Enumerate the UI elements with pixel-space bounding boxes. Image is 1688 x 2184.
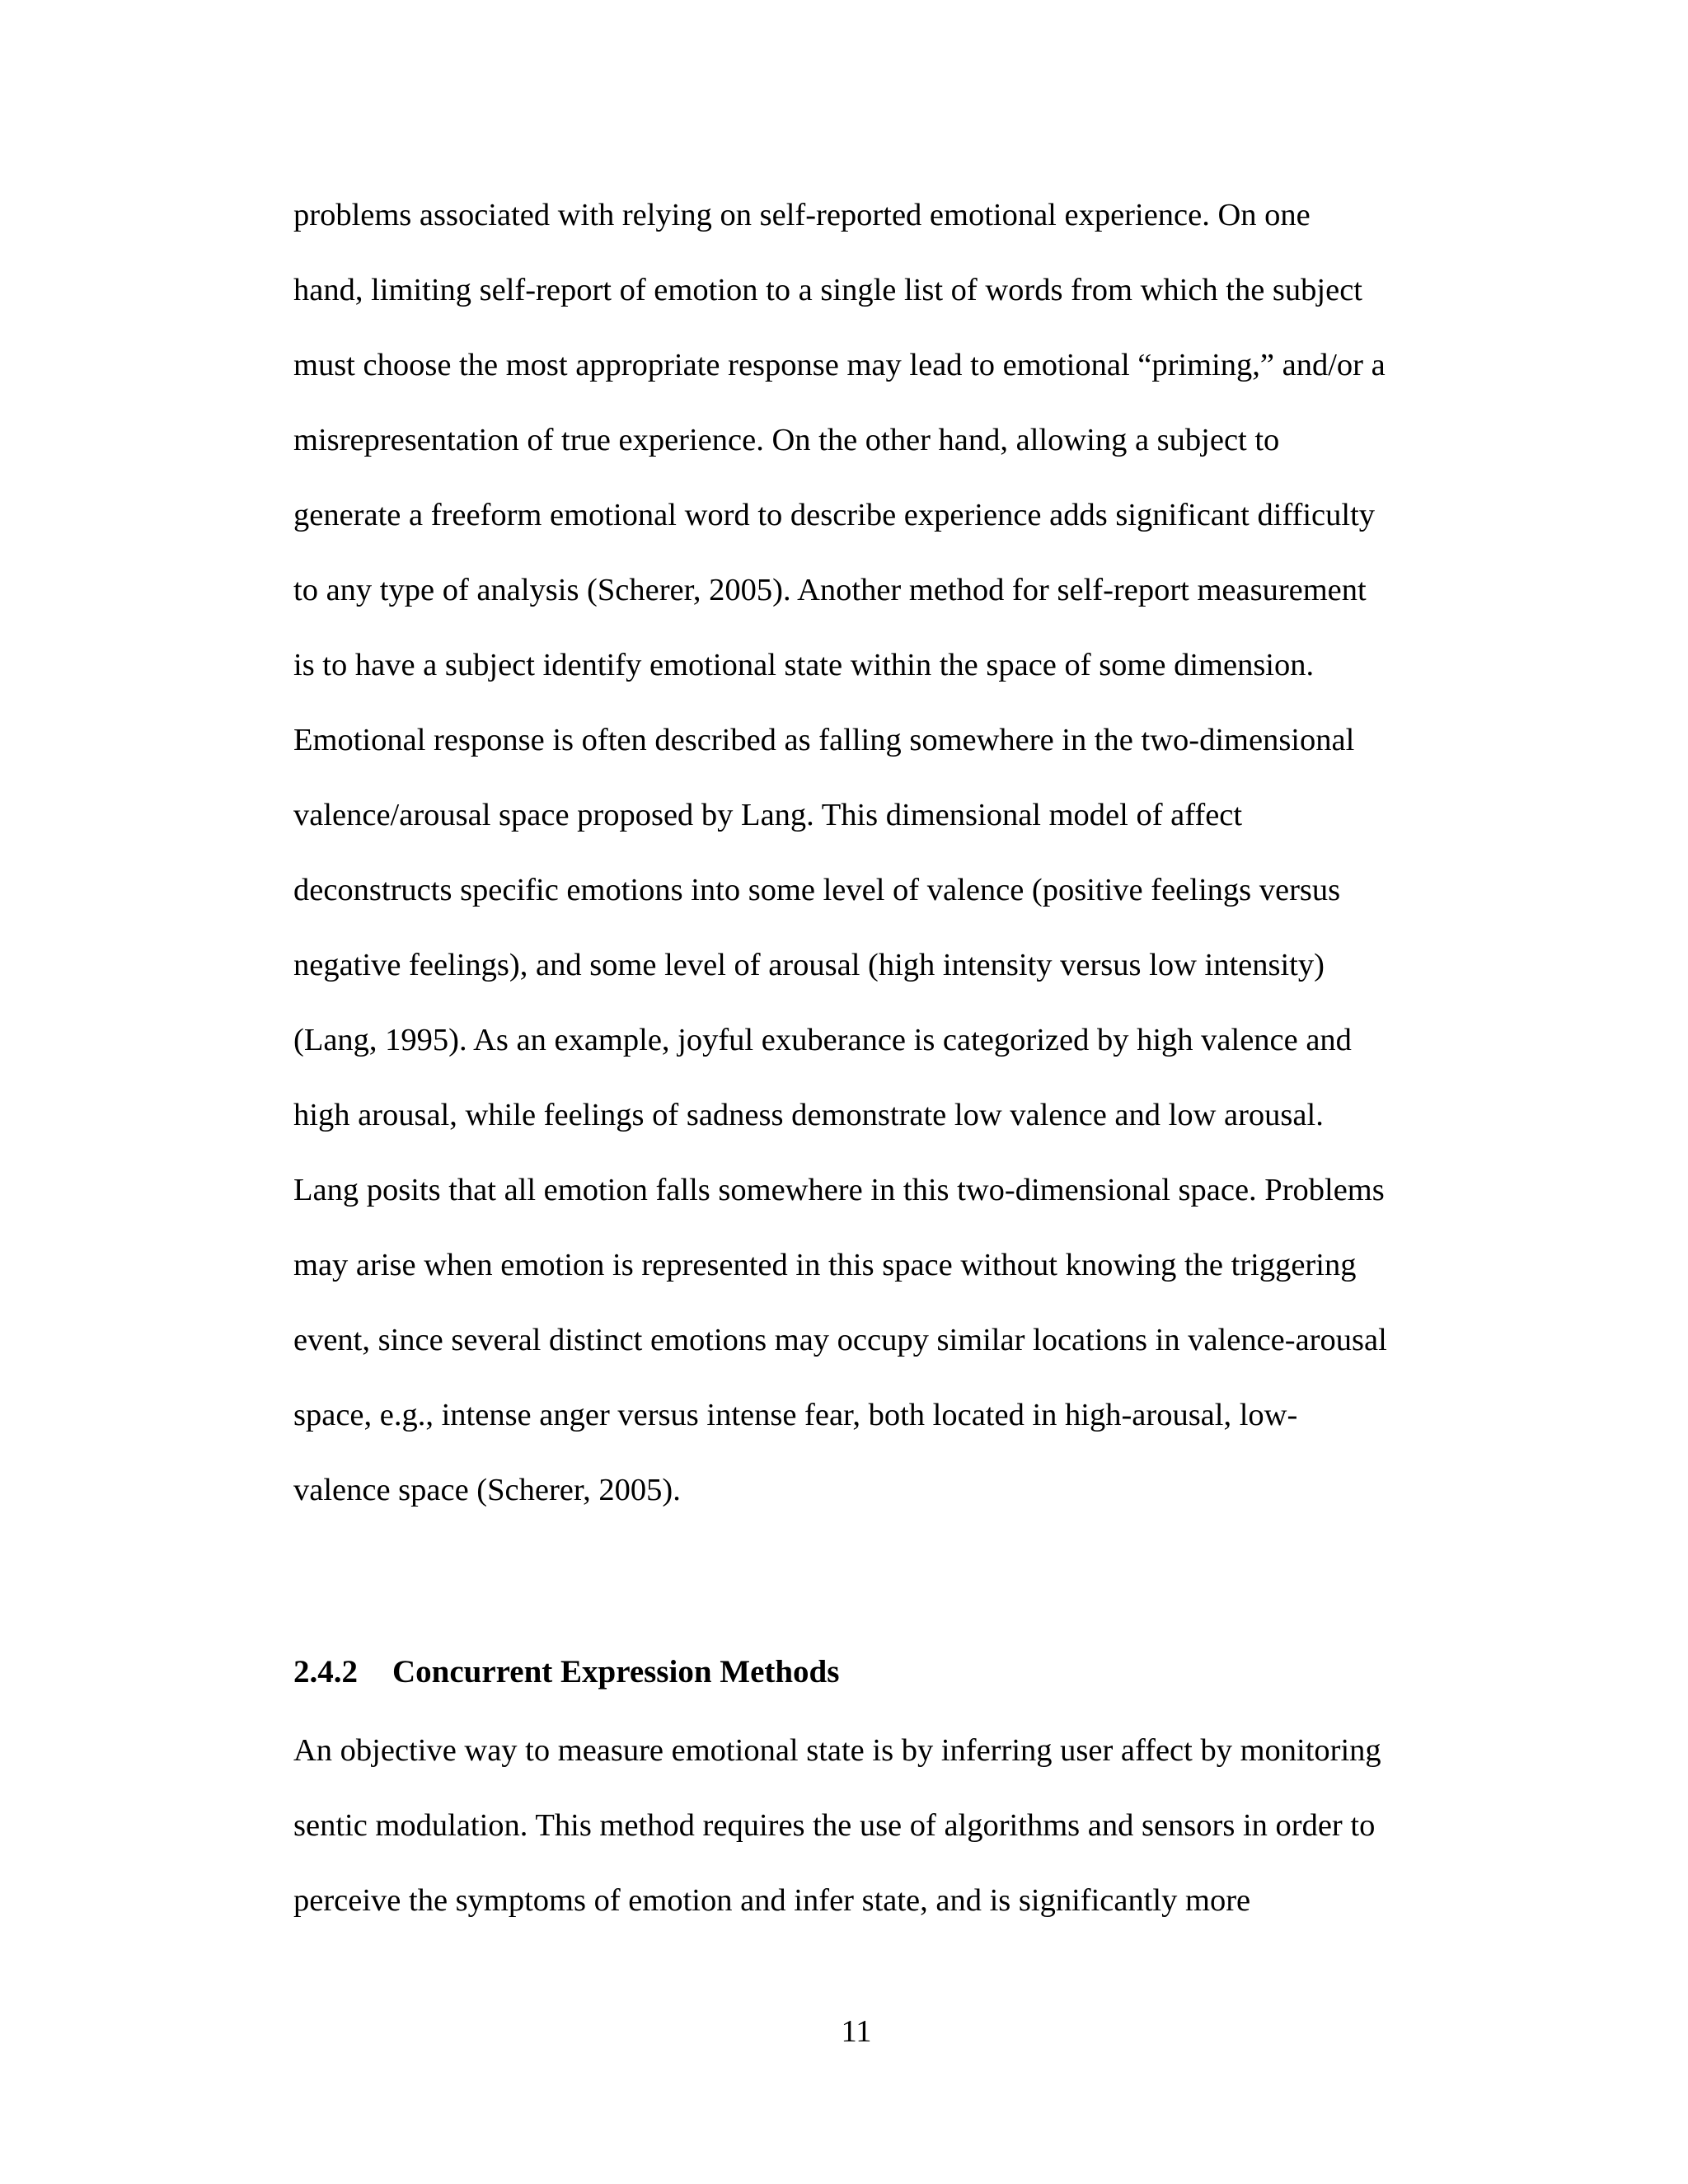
paragraph-line: event, since several distinct emotions may occupy similar locations in valence-arousal (293, 1323, 1387, 1357)
paragraph-line: Emotional response is often described as falling somewhere in the two-dimensional (293, 723, 1355, 757)
section-title: Concurrent Expression Methods (392, 1654, 840, 1690)
paragraph-line: hand, limiting self-report of emotion to a single list of words from which the subject (293, 273, 1362, 307)
paragraph-line: must choose the most appropriate response may lead to emotional “priming,” and/or a (293, 348, 1386, 382)
paragraph-line: (Lang, 1995). As an example, joyful exuberance is categorized by high valence and (293, 1023, 1352, 1057)
body-paragraph-1 (293, 178, 1431, 1528)
paragraph-line: negative feelings), and some level of arousal (high intensity versus low intensity) (293, 948, 1325, 982)
section-number: 2.4.2 (293, 1654, 358, 1690)
paragraph-line: valence/arousal space proposed by Lang. This dimensional model of affect (293, 798, 1243, 832)
body-paragraph-2 (293, 1713, 1431, 1938)
paragraph-line: problems associated with relying on self-reported emotional experience. On one (293, 198, 1311, 232)
paragraph-line: valence space (Scherer, 2005). (293, 1473, 681, 1507)
paragraph-line: is to have a subject identify emotional state within the space of some dimension. (293, 648, 1315, 682)
paragraph-line: Lang posits that all emotion falls somewhere in this two-dimensional space. Problems (293, 1173, 1385, 1207)
paragraph-line: generate a freeform emotional word to describe experience adds significant difficulty (293, 498, 1376, 532)
paragraph-line: perceive the symptoms of emotion and infer state, and is significantly more (293, 1883, 1251, 1918)
paragraph-line: to any type of analysis (Scherer, 2005). Another method for self-report measurement (293, 573, 1367, 607)
paragraph-line: misrepresentation of true experience. On the other hand, allowing a subject to (293, 423, 1280, 457)
paragraph-line: high arousal, while feelings of sadness demonstrate low valence and low arousal. (293, 1098, 1324, 1132)
paragraph-line: may arise when emotion is represented in this space without knowing the triggering (293, 1248, 1357, 1282)
paragraph-line: sentic modulation. This method requires the use of algorithms and sensors in order to (293, 1808, 1376, 1843)
page-number: 11 (841, 2014, 872, 2049)
paragraph-line: space, e.g., intense anger versus intense fear, both located in high-arousal, low- (293, 1398, 1298, 1432)
paragraph-line: An objective way to measure emotional state is by inferring user affect by monitoring (293, 1733, 1381, 1768)
section-heading (293, 1634, 1431, 1709)
paragraph-line: deconstructs specific emotions into some level of valence (positive feelings versus (293, 873, 1341, 907)
